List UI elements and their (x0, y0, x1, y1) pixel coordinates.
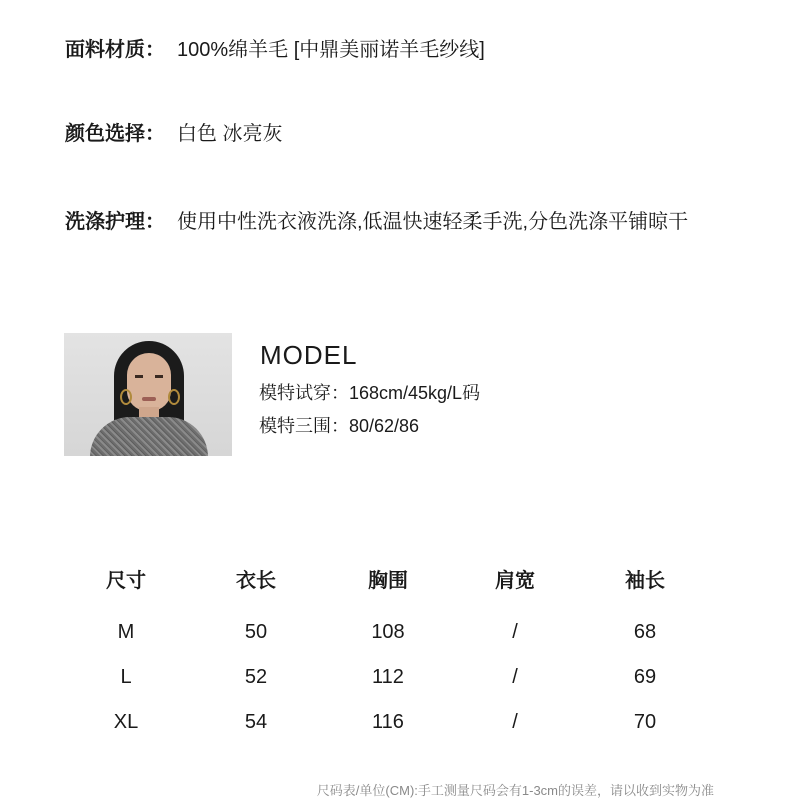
size-table-cell: / (512, 711, 518, 733)
attribute-row-material (65, 38, 485, 62)
model-photo-sweater (90, 417, 208, 456)
size-table-header-cell: 胸围 (368, 570, 408, 592)
size-table-cell: L (120, 666, 132, 688)
size-table-cell: 52 (244, 666, 268, 688)
size-table-header-cell: 袖长 (625, 570, 665, 592)
model-photo-eyes (135, 375, 163, 378)
size-table-cell: 108 (371, 621, 405, 643)
model-title: MODEL (260, 340, 358, 370)
size-table-header-cell: 尺寸 (106, 570, 146, 592)
attribute-row-care (65, 210, 688, 234)
size-table-cell: 116 (372, 711, 404, 733)
size-table-cell: 68 (633, 621, 657, 643)
attribute-label-color: 颜色选择： (65, 123, 165, 145)
size-table-cell: XL (113, 711, 139, 733)
model-photo-earring-right (168, 389, 180, 405)
size-table-header (60, 566, 720, 596)
attribute-label-care: 洗涤护理： (65, 211, 165, 233)
size-table-row (60, 617, 720, 647)
size-table-header-cell: 肩宽 (495, 570, 535, 592)
size-table-cell: 112 (372, 666, 404, 688)
model-photo (64, 333, 232, 456)
size-table-cell: / (512, 621, 518, 643)
model-wear-size: 模特试穿：168cm/45kg/L码 (259, 383, 481, 403)
attribute-label-material: 面料材质： (65, 39, 165, 61)
size-footnote: 尺码表/单位(CM):手工测量尺码会有1-3cm的误差，请以收到实物为准 (316, 783, 714, 798)
model-photo-face (127, 353, 171, 411)
size-table-header-cell: 衣长 (236, 570, 276, 592)
size-table-row (60, 662, 720, 692)
size-table-cell: 69 (633, 666, 657, 688)
size-table-cell: 50 (244, 621, 268, 643)
size-table-cell: 70 (633, 711, 657, 733)
attribute-value-material: 100%绵羊毛 [中鼎美丽诺羊毛纱线] (177, 39, 485, 61)
size-table-cell: M (117, 621, 135, 643)
size-table-row (60, 707, 720, 737)
attribute-row-color (65, 122, 283, 146)
attribute-value-care: 使用中性洗衣液洗涤,低温快速轻柔手洗,分色洗涤平铺晾干 (177, 211, 689, 233)
model-measurements: 模特三围：80/62/86 (259, 416, 420, 436)
model-photo-lips (142, 397, 156, 401)
size-table-cell: 54 (244, 711, 268, 733)
model-photo-earring-left (120, 389, 132, 405)
attribute-value-color: 白色 冰亮灰 (177, 123, 283, 145)
size-table-cell: / (512, 666, 518, 688)
